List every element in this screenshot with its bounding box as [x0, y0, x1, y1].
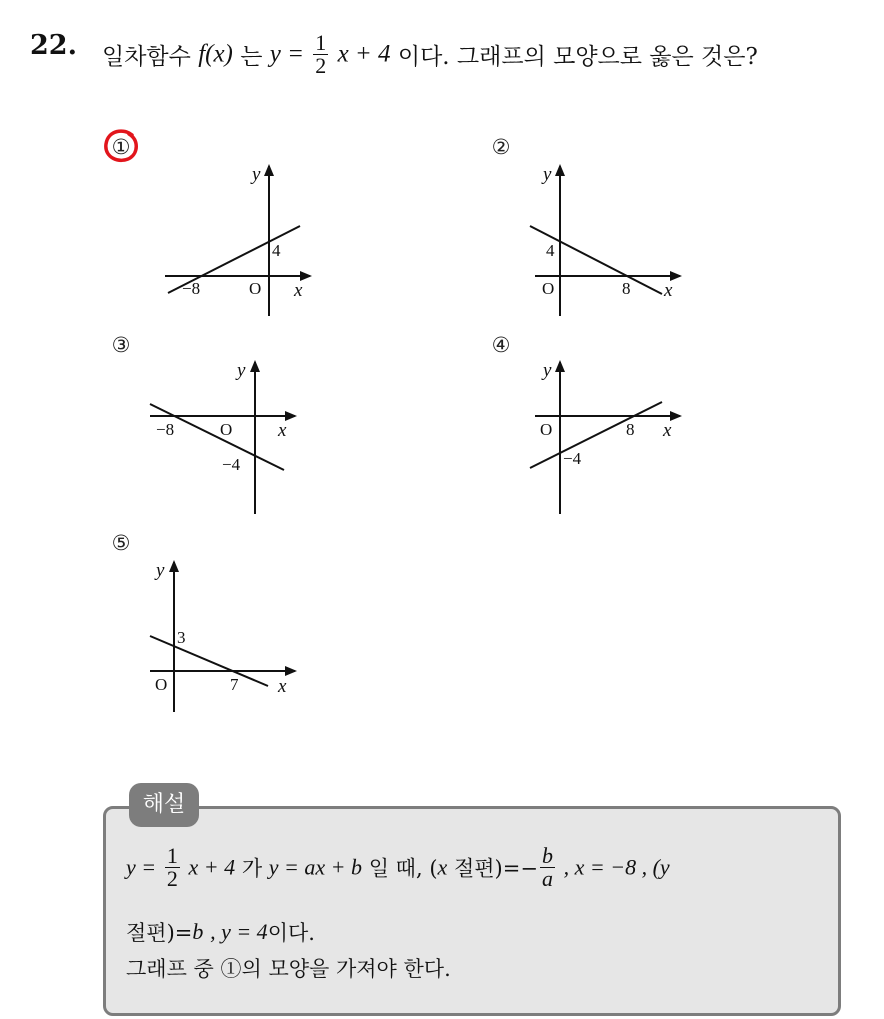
- sol-line1-tail: , x = −8 , (y: [563, 854, 670, 880]
- equation-lhs: y =: [269, 40, 304, 68]
- choice-5[interactable]: [110, 532, 320, 712]
- stem-particle: 는: [240, 44, 263, 70]
- sol-x: x: [437, 854, 448, 880]
- function-name: f(x): [198, 40, 233, 68]
- choice-1-graph: [110, 136, 320, 316]
- origin-label: O: [220, 420, 233, 439]
- sol-fraction: [165, 845, 180, 890]
- sol-line2-mid: , y = 4: [210, 919, 268, 944]
- x-axis-label: x: [664, 280, 673, 301]
- solution-tag: 해설: [129, 783, 199, 827]
- equation-fraction: [313, 32, 328, 77]
- origin-label: O: [155, 675, 168, 694]
- x-intercept-label: 7: [230, 675, 239, 694]
- x-axis-label: x: [278, 676, 287, 697]
- stem-suffix: 이다. 그래프의 모양으로 옳은 것은?: [397, 44, 758, 70]
- origin-label: O: [542, 279, 555, 298]
- sol-b-over-a: [540, 845, 555, 890]
- x-intercept-label: −8: [182, 279, 201, 298]
- x-intercept-label: 8: [626, 420, 635, 439]
- sol-line2-head: 절편)=: [126, 921, 193, 945]
- y-intercept-label: −4: [563, 449, 582, 468]
- sol-ga: 가: [241, 856, 263, 881]
- y-axis-label: y: [156, 560, 165, 581]
- sol-b: b: [541, 843, 553, 868]
- sol-line2-tail: 이다.: [267, 921, 315, 945]
- y-axis-label: y: [237, 360, 246, 381]
- sol-fraction-numerator: 1: [166, 843, 178, 868]
- choice-5-graph: [110, 532, 320, 712]
- y-axis-label: y: [543, 360, 552, 381]
- x-axis-label: x: [294, 280, 303, 301]
- y-intercept-label: 4: [546, 241, 555, 260]
- choice-2-graph: [490, 136, 700, 316]
- question-text: [102, 32, 758, 77]
- sol-eq2: y = ax + b: [268, 854, 363, 880]
- sol-eq-rhs: x + 4: [188, 854, 236, 880]
- solution-box: [103, 806, 841, 1016]
- graph-line: [150, 636, 268, 686]
- solution-line-2: [126, 917, 315, 947]
- sol-when: 일 때, (: [368, 856, 438, 881]
- fraction-numerator: 1: [315, 30, 327, 55]
- sol-x-intercept: 절편)=−: [453, 856, 538, 881]
- choice-1[interactable]: [110, 136, 320, 316]
- origin-label: O: [249, 279, 262, 298]
- stem-prefix: 일차함수: [102, 44, 191, 70]
- choice-1-marker: ①: [111, 135, 131, 159]
- choice-5-marker: ⑤: [111, 531, 131, 555]
- sol-line2-b: b: [192, 919, 204, 944]
- choice-4-marker: ④: [491, 333, 511, 357]
- fraction-denominator: 2: [315, 53, 327, 78]
- choice-3[interactable]: [110, 334, 320, 514]
- sol-a: a: [541, 866, 553, 891]
- solution-line-1: [126, 845, 670, 890]
- y-intercept-label: −4: [222, 455, 241, 474]
- sol-fraction-denominator: 2: [166, 866, 178, 891]
- choice-2[interactable]: [490, 136, 700, 316]
- question-number: 22.: [30, 30, 77, 61]
- choice-4-graph: [490, 334, 700, 514]
- x-axis-label: x: [663, 420, 672, 441]
- choice-4[interactable]: [490, 334, 700, 514]
- x-intercept-label: 8: [622, 279, 631, 298]
- choice-3-marker: ③: [111, 333, 131, 357]
- question-stem: [30, 18, 870, 98]
- x-axis-label: x: [278, 420, 287, 441]
- solution-line-3: 그래프 중 ①의 모양을 가져야 한다.: [126, 957, 451, 981]
- y-axis-label: y: [252, 164, 261, 185]
- y-intercept-label: 4: [272, 241, 281, 260]
- choice-2-marker: ②: [491, 135, 511, 159]
- choice-3-graph: [110, 334, 320, 514]
- y-intercept-label: 3: [177, 628, 186, 647]
- equation-rhs: x + 4: [337, 40, 391, 68]
- y-axis-label: y: [543, 164, 552, 185]
- x-intercept-label: −8: [156, 420, 175, 439]
- origin-label: O: [540, 420, 553, 439]
- sol-eq-lhs: y =: [126, 854, 157, 880]
